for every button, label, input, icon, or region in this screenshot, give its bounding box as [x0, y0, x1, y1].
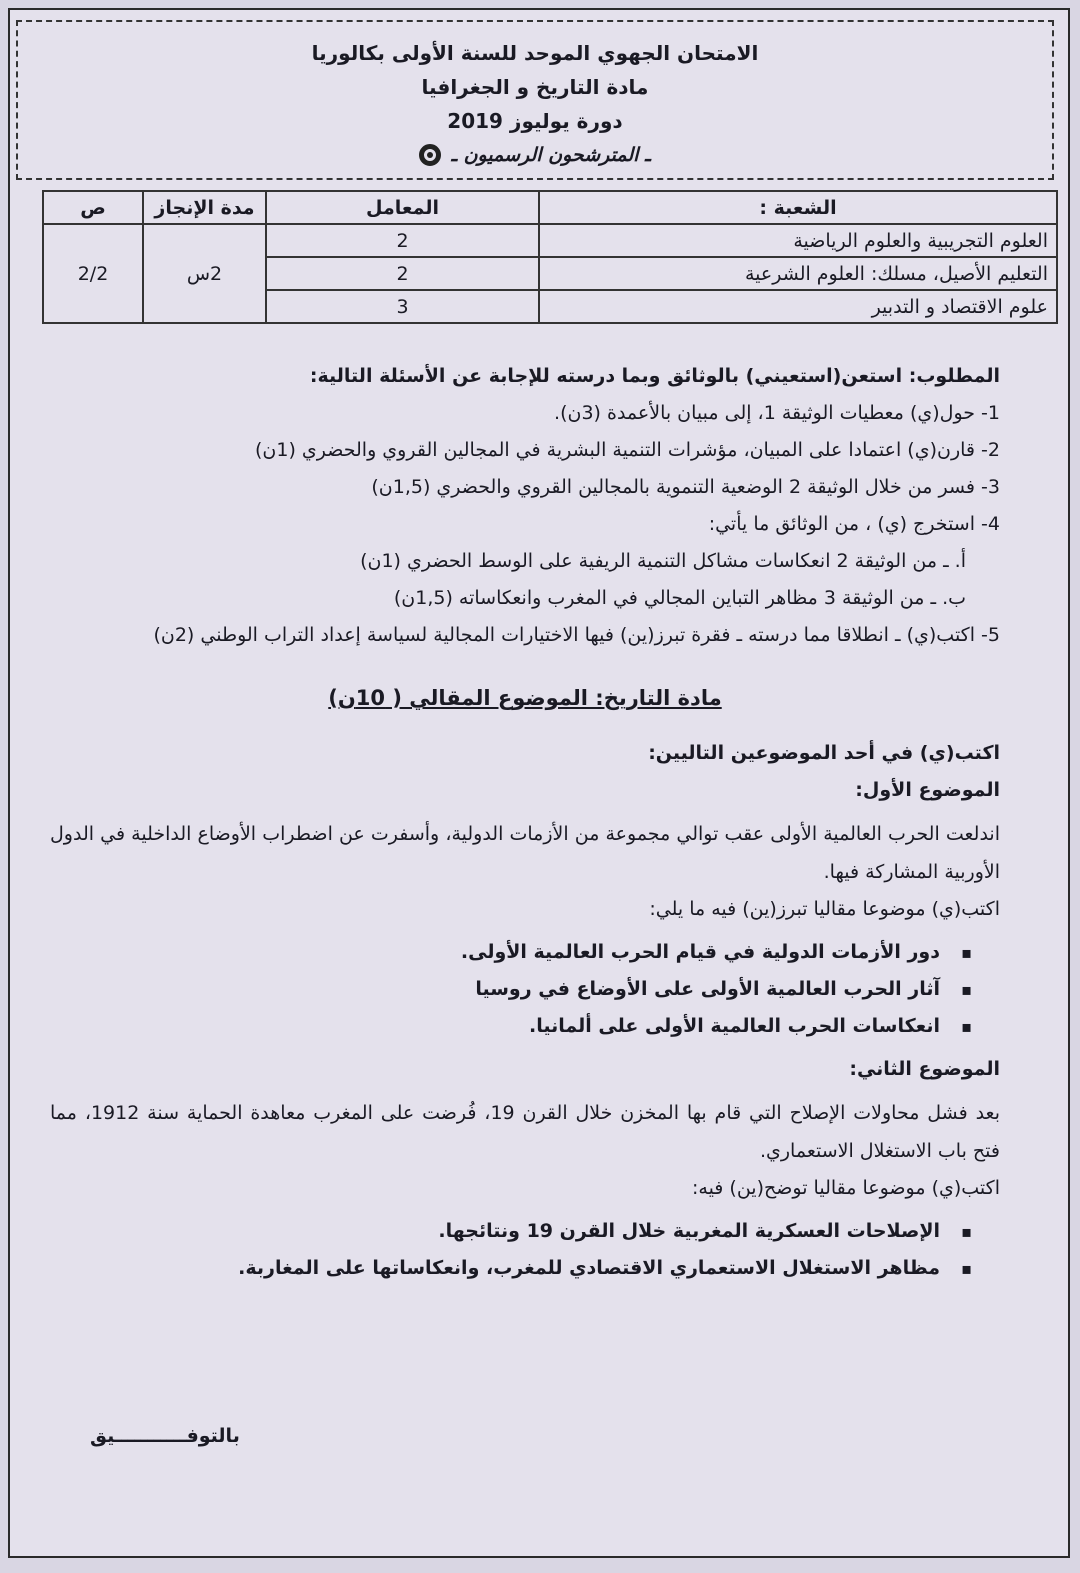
table-header-row: [43, 191, 1057, 224]
topic-1-points: [50, 934, 1000, 1045]
topic-1-title: الموضوع الأول:: [855, 779, 1000, 801]
coef-cell: 3: [266, 290, 539, 323]
coef-cell: 2: [266, 224, 539, 257]
topic-2-title: الموضوع الثاني:: [849, 1058, 1000, 1080]
duration-cell: 2س: [143, 224, 266, 323]
list-item: ▪ الإصلاحات العسكرية المغربية خلال القرن 19 ونتائجها.: [50, 1213, 940, 1250]
question-4b: ب. ـ من الوثيقة 3 مظاهر التباين المجالي في المغرب وانعكاساته (1,5ن): [393, 587, 966, 609]
duration-header: مدة الإنجاز: [143, 191, 266, 224]
question-3: 3- فسر من خلال الوثيقة 2 الوضعية التنموية بالمجالين القروي والحضري (1,5ن): [371, 476, 1000, 498]
history-section-title: مادة التاريخ: الموضوع المقالي ( 10ن): [328, 686, 722, 710]
coef-header: المعامل: [266, 191, 539, 224]
exam-title: الامتحان الجهوي الموحد للسنة الأولى بكالوريا: [311, 41, 759, 65]
stream-header: الشعبة :: [539, 191, 1057, 224]
question-2: 2- قارن(ي) اعتمادا على المبيان، مؤشرات التنمية البشرية في المجالين القروي والحضري (1ن): [255, 439, 1000, 461]
list-item: ▪ انعكاسات الحرب العالمية الأولى على ألمانيا.: [50, 1008, 940, 1045]
topic-2-task: اكتب(ي) موضوعا مقاليا توضح(ين) فيه:: [691, 1177, 1000, 1199]
exam-info-table: [42, 190, 1058, 324]
table-row: [43, 224, 1057, 257]
stream-cell: العلوم التجريبية والعلوم الرياضية: [539, 224, 1057, 257]
exam-subject: مادة التاريخ و الجغرافيا: [421, 75, 649, 99]
candidates-label: ـ المترشحون الرسميون ـ: [451, 144, 651, 166]
page-cell: 2/2: [43, 224, 143, 323]
exam-content: [50, 358, 1000, 1293]
exam-page: [8, 8, 1070, 1558]
topic-1-task: اكتب(ي) موضوعا مقاليا تبرز(ين) فيه ما يلي:: [649, 898, 1000, 920]
question-4: 4- استخرج (ي) ، من الوثائق ما يأتي:: [708, 513, 1000, 535]
geo-instruction: المطلوب: استعن(استعيني) بالوثائق وبما درسته للإجابة عن الأسئلة التالية:: [309, 365, 1000, 387]
list-item: ▪ مظاهر الاستغلال الاستعماري الاقتصادي للمغرب، وانعكاساتها على المغاربة.: [50, 1250, 940, 1287]
topic-1-text: اندلعت الحرب العالمية الأولى عقب توالي مجموعة من الأزمات الدولية، وأسفرت عن اضطراب الأوضاع الداخلية في الدول الأوربية المشاركة فيها.: [50, 823, 1000, 883]
question-4a: أ. ـ من الوثيقة 2 انعكاسات مشاكل التنمية الريفية على الوسط الحضري (1ن): [360, 550, 966, 572]
choose-instruction: اكتب(ي) في أحد الموضوعين التاليين:: [648, 742, 1000, 764]
stream-cell: علوم الاقتصاد و التدبير: [539, 290, 1057, 323]
closing-wish: بالتوفـــــــــــيق: [90, 1425, 240, 1447]
coef-cell: 2: [266, 257, 539, 290]
candidates-line: [419, 138, 650, 172]
exam-session: دورة يوليوز 2019: [447, 109, 623, 133]
exam-header: [16, 20, 1054, 180]
logo-icon: [419, 144, 441, 166]
question-5: 5- اكتب(ي) ـ انطلاقا مما درسته ـ فقرة تبرز(ين) فيها الاختيارات المجالية لسياسة إعداد التراب الوطني (2ن): [153, 624, 1000, 646]
list-item: ▪ آثار الحرب العالمية الأولى على الأوضاع في روسيا: [50, 971, 940, 1008]
page-header: ص: [43, 191, 143, 224]
stream-cell: التعليم الأصيل، مسلك: العلوم الشرعية: [539, 257, 1057, 290]
topic-2-text: بعد فشل محاولات الإصلاح التي قام بها المخزن خلال القرن 19، فُرضت على المغرب معاهدة الحماية سنة 1912، مما فتح باب الاستغلال الاستعماري.: [50, 1102, 1000, 1162]
question-1: 1- حول(ي) معطيات الوثيقة 1، إلى مبيان بالأعمدة (3ن).: [554, 402, 1000, 424]
list-item: ▪ دور الأزمات الدولية في قيام الحرب العالمية الأولى.: [50, 934, 940, 971]
topic-2-points: [50, 1213, 1000, 1287]
